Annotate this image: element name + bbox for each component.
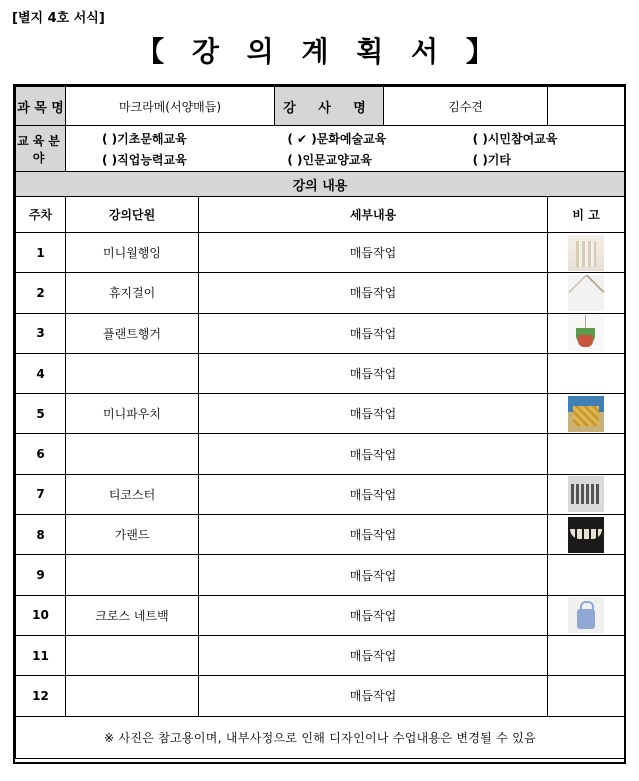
table-row: [16, 273, 625, 313]
unit-cell: 휴지걸이: [66, 273, 199, 313]
remarks-cell: [548, 635, 625, 675]
week-cell: 8: [16, 515, 66, 555]
remarks-cell: [548, 394, 625, 434]
table-row: [16, 313, 625, 353]
category-basic-literacy: ( )기초문해교육: [102, 131, 187, 146]
table-row: [16, 515, 625, 555]
col-detail: 세부내용: [199, 197, 548, 233]
table-row: [16, 595, 625, 635]
week-cell: 10: [16, 595, 66, 635]
table-row: [16, 233, 625, 273]
category-culture-arts: ( ✔ )문화예술교육: [287, 131, 387, 146]
col-remarks: 비 고: [548, 197, 625, 233]
unit-cell: 크로스 네트백: [66, 595, 199, 635]
unit-cell: 가랜드: [66, 515, 199, 555]
unit-cell: [66, 635, 199, 675]
detail-cell: 매듭작업: [199, 474, 548, 514]
table-row: [16, 474, 625, 514]
wall-hanging-photo: [568, 235, 604, 271]
field-label: 교육분야: [16, 126, 66, 172]
category-vocational: ( )직업능력교육: [102, 152, 187, 167]
week-cell: 9: [16, 555, 66, 595]
table-row: [16, 555, 625, 595]
table-row: [16, 676, 625, 716]
document-title: 【 강 의 계 획 서 】: [136, 35, 503, 68]
lecture-plan-table: [13, 84, 626, 764]
detail-cell: 매듭작업: [199, 555, 548, 595]
table-row: [16, 635, 625, 675]
net-bag-photo: [568, 597, 604, 633]
week-cell: 7: [16, 474, 66, 514]
detail-cell: 매듭작업: [199, 635, 548, 675]
coaster-photo: [568, 476, 604, 512]
form-number: [별지 4호 서식]: [12, 11, 105, 26]
unit-cell: 미니파우치: [66, 394, 199, 434]
category-other: ( )기타: [472, 152, 511, 167]
week-cell: 1: [16, 233, 66, 273]
unit-cell: [66, 555, 199, 595]
detail-cell: 매듭작업: [199, 595, 548, 635]
content-section-header: 강의 내용: [16, 172, 625, 197]
garland-photo: [568, 517, 604, 553]
education-field-options: [66, 126, 625, 172]
table-row: [16, 434, 625, 474]
unit-cell: 플랜트행거: [66, 313, 199, 353]
unit-cell: [66, 353, 199, 393]
detail-cell: 매듭작업: [199, 233, 548, 273]
col-unit: 강의단원: [66, 197, 199, 233]
subject-label: 과 목 명: [16, 87, 66, 126]
instructor-value: 김수견: [448, 99, 483, 114]
remarks-cell: [548, 313, 625, 353]
table-row: [16, 394, 625, 434]
category-civic: ( )시민참여교육: [472, 131, 558, 146]
detail-cell: 매듭작업: [199, 515, 548, 555]
detail-cell: 매듭작업: [199, 313, 548, 353]
week-cell: 12: [16, 676, 66, 716]
remarks-cell: [548, 676, 625, 716]
detail-cell: 매듭작업: [199, 353, 548, 393]
detail-cell: 매듭작업: [199, 434, 548, 474]
unit-cell: [66, 676, 199, 716]
category-humanities: ( )인문교양교육: [287, 152, 373, 167]
subject-value: 마크라메(서양매듭): [66, 87, 275, 125]
week-cell: 5: [16, 394, 66, 434]
remarks-cell: [548, 353, 625, 393]
week-cell: 6: [16, 434, 66, 474]
col-week: 주차: [16, 197, 66, 233]
remarks-cell: [548, 474, 625, 514]
remarks-cell: [548, 233, 625, 273]
week-cell: 11: [16, 635, 66, 675]
remarks-cell: [548, 434, 625, 474]
week-cell: 2: [16, 273, 66, 313]
detail-cell: 매듭작업: [199, 394, 548, 434]
unit-cell: 미니월행잉: [66, 233, 199, 273]
tissue-holder-photo: [568, 275, 604, 311]
unit-cell: 티코스터: [66, 474, 199, 514]
table-row: [16, 353, 625, 393]
week-cell: 3: [16, 313, 66, 353]
plant-hanger-photo: [568, 315, 604, 351]
remarks-cell: [548, 273, 625, 313]
week-cell: 4: [16, 353, 66, 393]
detail-cell: 매듭작업: [199, 676, 548, 716]
remarks-cell: [548, 555, 625, 595]
unit-cell: [66, 434, 199, 474]
detail-cell: 매듭작업: [199, 273, 548, 313]
footnote: ※ 사진은 참고용이며, 내부사정으로 인해 디자인이나 수업내용은 변경될 수 있음: [16, 716, 625, 758]
instructor-label: 강 사 명: [275, 87, 384, 125]
mini-pouch-photo: [568, 396, 604, 432]
remarks-cell: [548, 515, 625, 555]
remarks-cell: [548, 595, 625, 635]
